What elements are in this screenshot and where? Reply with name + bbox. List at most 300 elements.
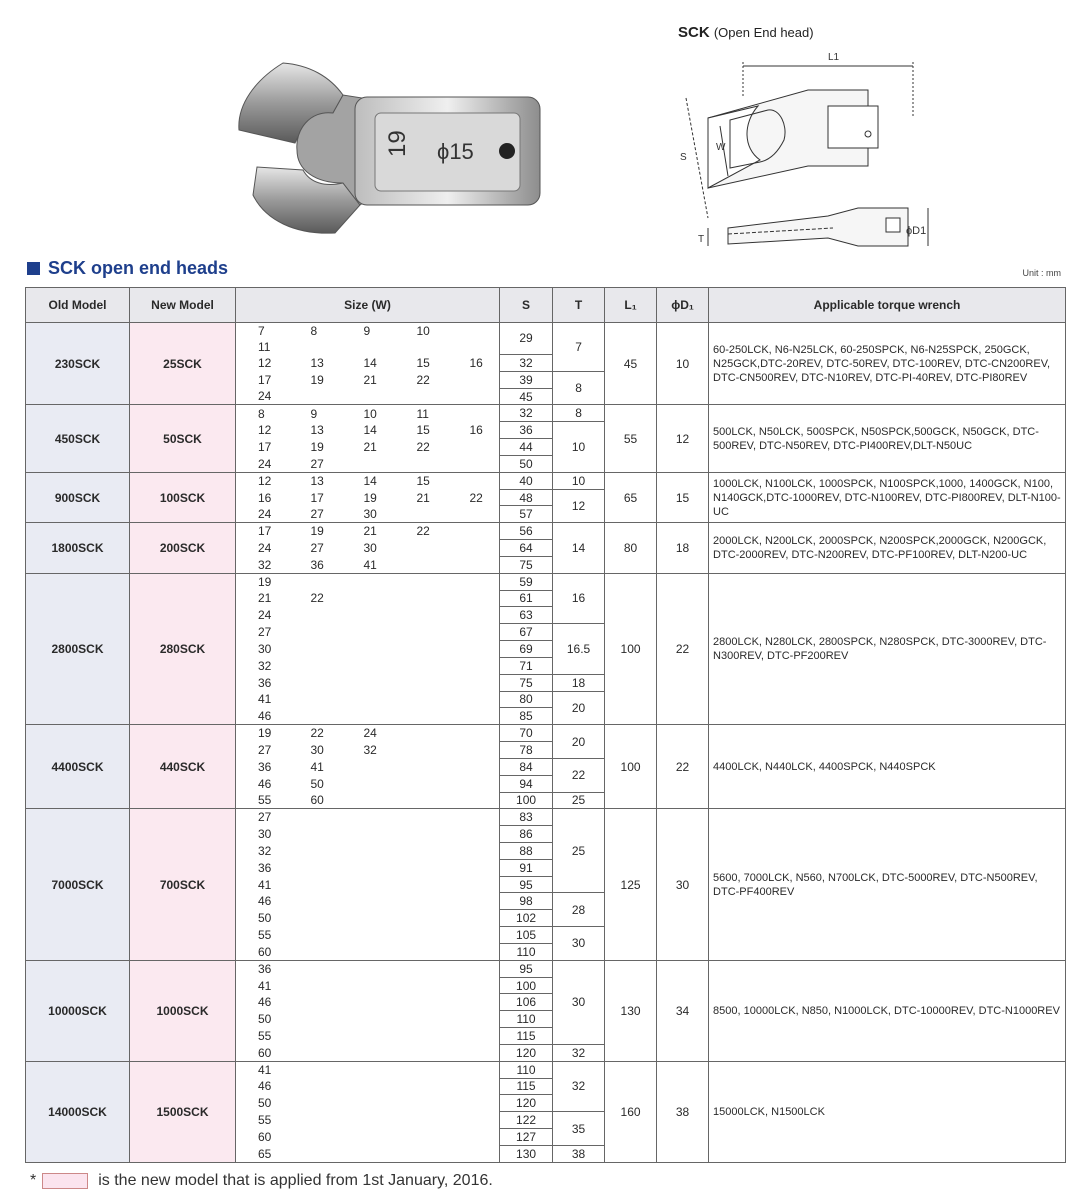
old-model-cell: 900SCK [26, 472, 130, 522]
size-cell [448, 371, 500, 388]
s-cell: 45 [500, 388, 553, 405]
t-cell: 25 [553, 792, 605, 809]
size-cell: 46 [236, 994, 289, 1011]
size-cell [448, 455, 500, 472]
footnote-text: is the new model that is applied from 1st January, 2016. [98, 1172, 493, 1189]
size-cell: 41 [236, 977, 289, 994]
size-cell [448, 472, 500, 489]
size-cell [289, 1044, 342, 1061]
s-cell: 63 [500, 607, 553, 624]
size-cell: 60 [236, 1044, 289, 1061]
new-model-cell: 100SCK [130, 472, 236, 522]
size-cell: 27 [236, 742, 289, 759]
size-cell: 21 [363, 372, 377, 387]
size-cell [342, 1145, 395, 1162]
size-cell [395, 657, 448, 674]
size-cell [395, 388, 448, 405]
t-cell: 16 [553, 573, 605, 623]
size-cell: 22 [416, 440, 430, 455]
label-d1: ϕD1 [906, 225, 927, 237]
size-cell: 13 [310, 423, 324, 438]
size-cell [342, 1028, 395, 1045]
size-cell: 17 [236, 523, 289, 540]
s-cell: 56 [500, 523, 553, 540]
t-cell: 20 [553, 691, 605, 725]
size-cell: 15 [395, 472, 448, 489]
size-cell [448, 809, 500, 826]
s-cell: 48 [500, 489, 553, 506]
old-model-cell: 450SCK [26, 405, 130, 472]
size-cell: 32 [236, 657, 289, 674]
size-cell: 46 [236, 708, 289, 725]
size-cell [289, 708, 342, 725]
d1-cell: 15 [657, 472, 709, 522]
size-cell [448, 994, 500, 1011]
size-cell [395, 1112, 448, 1129]
d1-cell: 10 [657, 323, 709, 405]
applicable-wrench-cell: 1000LCK, N100LCK, 1000SPCK, N100SPCK,1000, 1400GCK, N100, N140GCK,DTC-1000REV, DTC-N100REV, DTC-PI800REV, DLT-N100-UC [709, 472, 1066, 522]
size-cell: 22 [395, 523, 448, 540]
size-cell [395, 960, 448, 977]
size-cell [289, 607, 342, 624]
size-cell [448, 742, 500, 759]
size-cell: 19 [236, 573, 289, 590]
label-w: W [716, 142, 726, 153]
size-cell [448, 1078, 500, 1095]
t-cell: 14 [553, 523, 605, 573]
size-cell: 41 [236, 691, 289, 708]
size-cell: 8 [236, 405, 289, 422]
size-cell [448, 523, 500, 540]
header-l1: L₁ [605, 288, 657, 323]
s-cell: 120 [500, 1095, 553, 1112]
size-cell: 15 [416, 423, 430, 438]
size-cell: 55 [236, 1112, 289, 1129]
size-cell [342, 910, 395, 927]
label-t: T [698, 234, 705, 245]
size-cell [395, 573, 448, 590]
size-cell [342, 1129, 395, 1146]
size-cell [448, 556, 500, 573]
size-cell [448, 859, 500, 876]
size-cell [448, 607, 500, 624]
size-cell [448, 641, 500, 658]
s-cell: 110 [500, 1011, 553, 1028]
size-cell: 30 [342, 506, 395, 523]
size-cell: 46 [236, 1078, 289, 1095]
new-model-cell: 280SCK [130, 573, 236, 724]
product-photo [225, 55, 555, 245]
size-cell: 24 [342, 725, 395, 742]
size-cell [448, 405, 500, 422]
size-cell: 60 [236, 1129, 289, 1146]
size-cell [448, 893, 500, 910]
size-cell [395, 876, 448, 893]
s-cell: 105 [500, 927, 553, 944]
size-cell [448, 775, 500, 792]
size-cell [395, 725, 448, 742]
size-cell: 14 [342, 472, 395, 489]
size-cell: 19 [310, 372, 324, 387]
size-cell: 41 [236, 1061, 289, 1078]
size-cell [289, 691, 342, 708]
size-cell [448, 439, 500, 456]
size-cell [342, 1011, 395, 1028]
size-cell: 14 [363, 355, 377, 370]
s-cell: 91 [500, 859, 553, 876]
s-cell: 83 [500, 809, 553, 826]
size-cell [395, 607, 448, 624]
size-cell [289, 388, 342, 405]
s-cell: 100 [500, 792, 553, 809]
size-cell [395, 977, 448, 994]
size-cell [395, 540, 448, 557]
size-cell [342, 1112, 395, 1129]
old-model-cell: 10000SCK [26, 960, 130, 1061]
size-cell [395, 994, 448, 1011]
table-header-row [26, 288, 1066, 323]
size-cell: 12 [236, 354, 289, 371]
size-cell: 22 [416, 372, 430, 387]
size-cell [395, 1044, 448, 1061]
size-cell [448, 1112, 500, 1129]
t-cell: 28 [553, 893, 605, 927]
new-model-cell: 25SCK [130, 323, 236, 405]
new-model-cell: 50SCK [130, 405, 236, 472]
size-cell [395, 758, 448, 775]
size-cell: 27 [236, 809, 289, 826]
size-cell [289, 1011, 342, 1028]
table-row [26, 405, 1066, 422]
size-cell [395, 742, 448, 759]
size-cell: 21 [363, 440, 377, 455]
size-cell [342, 876, 395, 893]
s-cell: 70 [500, 725, 553, 742]
size-cell [395, 506, 448, 523]
size-cell: 32 [236, 556, 289, 573]
size-cell: 13 [289, 472, 342, 489]
d1-cell: 22 [657, 573, 709, 724]
size-cell: 30 [363, 540, 377, 555]
size-cell: 32 [363, 742, 377, 757]
t-cell: 32 [553, 1044, 605, 1061]
size-cell: 9 [289, 405, 342, 422]
s-cell: 36 [500, 422, 553, 439]
size-cell [342, 809, 395, 826]
size-cell [342, 1078, 395, 1095]
size-cell: 19 [289, 523, 342, 540]
size-cell [289, 1095, 342, 1112]
size-cell [448, 590, 500, 607]
section-square-icon [27, 262, 40, 275]
size-cell [395, 826, 448, 843]
size-cell: 12 [236, 422, 289, 439]
size-cell [448, 691, 500, 708]
l1-cell: 65 [605, 472, 657, 522]
size-cell: 46 [236, 893, 289, 910]
t-cell: 22 [553, 758, 605, 792]
t-cell: 10 [553, 472, 605, 489]
size-cell [448, 842, 500, 859]
t-cell: 8 [553, 371, 605, 405]
s-cell: 69 [500, 641, 553, 658]
size-cell [342, 590, 395, 607]
size-cell [448, 1129, 500, 1146]
s-cell: 59 [500, 573, 553, 590]
t-cell: 38 [553, 1145, 605, 1162]
size-cell [289, 1145, 342, 1162]
size-cell [395, 1011, 448, 1028]
size-cell: 24 [236, 388, 289, 405]
size-cell [289, 1061, 342, 1078]
applicable-wrench-cell: 2000LCK, N200LCK, 2000SPCK, N200SPCK,2000GCK, N200GCK, DTC-2000REV, DTC-N200REV, DTC-PF100REV, DLT-N200-UC [709, 523, 1066, 573]
size-cell [395, 842, 448, 859]
size-cell [342, 455, 395, 472]
size-cell [448, 725, 500, 742]
size-cell [342, 708, 395, 725]
diagram-title [678, 24, 814, 41]
size-cell: 13 [310, 355, 324, 370]
size-cell: 55 [236, 927, 289, 944]
size-cell: 41 [310, 759, 324, 774]
applicable-wrench-cell: 8500, 10000LCK, N850, N1000LCK, DTC-10000REV, DTC-N1000REV [709, 960, 1066, 1061]
old-model-cell: 7000SCK [26, 809, 130, 960]
s-cell: 57 [500, 506, 553, 523]
size-cell [395, 455, 448, 472]
new-model-cell: 200SCK [130, 523, 236, 573]
size-cell [342, 657, 395, 674]
size-cell [448, 927, 500, 944]
size-cell: 17 [236, 439, 289, 456]
size-cell: 50 [236, 910, 289, 927]
size-cell [342, 691, 395, 708]
old-model-cell: 14000SCK [26, 1061, 130, 1162]
size-cell: 19 [236, 725, 289, 742]
s-cell: 44 [500, 439, 553, 456]
applicable-wrench-cell: 5600, 7000LCK, N560, N700LCK, DTC-5000REV, DTC-N500REV, DTC-PF400REV [709, 809, 1066, 960]
d1-cell: 12 [657, 405, 709, 472]
size-cell: 50 [236, 1011, 289, 1028]
size-cell: 36 [289, 556, 342, 573]
applicable-wrench-cell: 4400LCK, N440LCK, 4400SPCK, N440SPCK [709, 725, 1066, 809]
footnote [30, 1172, 493, 1190]
size-cell: 30 [236, 641, 289, 658]
s-cell: 29 [500, 323, 553, 355]
s-cell: 98 [500, 893, 553, 910]
size-cell: 30 [236, 826, 289, 843]
size-cell: 12 [236, 472, 289, 489]
t-cell: 18 [553, 674, 605, 691]
size-cell [395, 1078, 448, 1095]
size-cell [342, 1061, 395, 1078]
size-cell [395, 893, 448, 910]
size-cell [395, 339, 448, 355]
size-cell [448, 573, 500, 590]
size-cell [289, 339, 342, 355]
section-title [27, 258, 228, 279]
t-cell: 32 [553, 1061, 605, 1111]
size-cell [342, 607, 395, 624]
size-cell: 24 [236, 607, 289, 624]
size-cell [289, 674, 342, 691]
size-cell: 27 [310, 540, 324, 555]
size-cell: 11 [236, 339, 289, 355]
old-model-cell: 2800SCK [26, 573, 130, 724]
size-cell [342, 641, 395, 658]
table-row [26, 809, 1066, 826]
size-cell [342, 842, 395, 859]
size-cell [448, 758, 500, 775]
size-cell [289, 960, 342, 977]
d1-cell: 18 [657, 523, 709, 573]
size-cell [448, 339, 500, 355]
t-cell: 7 [553, 323, 605, 372]
t-cell: 10 [553, 422, 605, 472]
engraved-diameter: ϕ15 [437, 139, 474, 164]
s-cell: 61 [500, 590, 553, 607]
size-cell [395, 556, 448, 573]
size-cell: 24 [236, 540, 289, 557]
size-cell: 17 [310, 490, 324, 505]
size-cell [395, 809, 448, 826]
l1-cell: 160 [605, 1061, 657, 1162]
size-cell [289, 977, 342, 994]
size-cell: 15 [416, 355, 430, 370]
s-cell: 106 [500, 994, 553, 1011]
size-cell: 11 [395, 405, 448, 422]
size-cell [342, 859, 395, 876]
d1-cell: 34 [657, 960, 709, 1061]
size-cell: 27 [289, 455, 342, 472]
old-model-cell: 230SCK [26, 323, 130, 405]
size-cell [289, 1028, 342, 1045]
size-cell [342, 339, 395, 355]
size-cell: 7 [236, 323, 289, 339]
s-cell: 122 [500, 1112, 553, 1129]
t-cell: 35 [553, 1112, 605, 1146]
size-cell [289, 876, 342, 893]
size-cell [342, 573, 395, 590]
new-model-color-swatch [42, 1173, 88, 1189]
engraved-size: 19 [384, 130, 411, 157]
size-cell [342, 994, 395, 1011]
size-cell [448, 708, 500, 725]
size-cell [289, 1129, 342, 1146]
s-cell: 120 [500, 1044, 553, 1061]
s-cell: 32 [500, 405, 553, 422]
label-s: S [680, 152, 687, 163]
s-cell: 88 [500, 842, 553, 859]
size-cell: 16 [236, 489, 289, 506]
size-cell: 21 [236, 590, 289, 607]
size-cell [342, 977, 395, 994]
size-cell [395, 1129, 448, 1146]
size-cell [342, 624, 395, 641]
s-cell: 110 [500, 943, 553, 960]
applicable-wrench-cell: 500LCK, N50LCK, 500SPCK, N50SPCK,500GCK, N50GCK, DTC-500REV, DTC-N50REV, DTC-PI400REV,DLT-N50UC [709, 405, 1066, 472]
size-cell [448, 977, 500, 994]
size-cell [289, 910, 342, 927]
size-cell [395, 624, 448, 641]
size-cell [289, 893, 342, 910]
table-row [26, 725, 1066, 742]
size-cell: 22 [448, 489, 500, 506]
size-cell [448, 1028, 500, 1045]
size-cell [342, 674, 395, 691]
size-cell [395, 1028, 448, 1045]
size-cell [448, 388, 500, 405]
diagram-title-bold: SCK [678, 24, 710, 41]
size-cell [289, 859, 342, 876]
l1-cell: 125 [605, 809, 657, 960]
t-cell: 16.5 [553, 624, 605, 674]
size-cell [289, 842, 342, 859]
table-row [26, 523, 1066, 540]
s-cell: 130 [500, 1145, 553, 1162]
size-cell [342, 943, 395, 960]
l1-cell: 80 [605, 523, 657, 573]
t-cell: 30 [553, 960, 605, 1044]
size-cell [395, 943, 448, 960]
l1-cell: 100 [605, 725, 657, 809]
size-cell: 8 [289, 323, 342, 339]
t-cell: 12 [553, 489, 605, 523]
size-cell: 17 [236, 371, 289, 388]
new-model-cell: 700SCK [130, 809, 236, 960]
size-cell: 36 [236, 960, 289, 977]
applicable-wrench-cell: 60-250LCK, N6-N25LCK, 60-250SPCK, N6-N25SPCK, 250GCK, N25GCK,DTC-20REV, DTC-50REV, DTC-100REV, DTC-CN200REV, DTC-CN500REV, DTC-N10REV, DTC-PI-40REV, DTC-PI80REV [709, 323, 1066, 405]
size-cell [342, 1095, 395, 1112]
l1-cell: 45 [605, 323, 657, 405]
header-d1: ϕD₁ [657, 288, 709, 323]
size-cell: 55 [236, 1028, 289, 1045]
size-cell: 21 [416, 490, 430, 505]
s-cell: 86 [500, 826, 553, 843]
size-cell [448, 1061, 500, 1078]
size-cell: 32 [236, 842, 289, 859]
s-cell: 80 [500, 691, 553, 708]
size-cell [395, 691, 448, 708]
new-model-cell: 440SCK [130, 725, 236, 809]
size-cell [448, 506, 500, 523]
size-cell: 36 [236, 859, 289, 876]
sck-dimension-diagram [668, 48, 968, 266]
old-model-cell: 1800SCK [26, 523, 130, 573]
size-cell: 10 [342, 405, 395, 422]
size-cell: 16 [448, 422, 500, 439]
size-cell [448, 1044, 500, 1061]
applicable-wrench-cell: 2800LCK, N280LCK, 2800SPCK, N280SPCK, DTC-3000REV, DTC-N300REV, DTC-PF200REV [709, 573, 1066, 724]
d1-cell: 38 [657, 1061, 709, 1162]
size-cell [448, 910, 500, 927]
d1-cell: 30 [657, 809, 709, 960]
size-cell [395, 927, 448, 944]
size-cell: 16 [448, 354, 500, 371]
size-cell [395, 641, 448, 658]
size-cell: 36 [236, 674, 289, 691]
sck-spec-table [25, 287, 1066, 1163]
size-cell [395, 1061, 448, 1078]
size-cell [448, 943, 500, 960]
s-cell: 75 [500, 556, 553, 573]
size-cell [289, 1112, 342, 1129]
size-cell [395, 1145, 448, 1162]
size-cell [289, 657, 342, 674]
applicable-wrench-cell: 15000LCK, N1500LCK [709, 1061, 1066, 1162]
s-cell: 64 [500, 540, 553, 557]
size-cell: 27 [289, 506, 342, 523]
size-cell: 27 [236, 624, 289, 641]
